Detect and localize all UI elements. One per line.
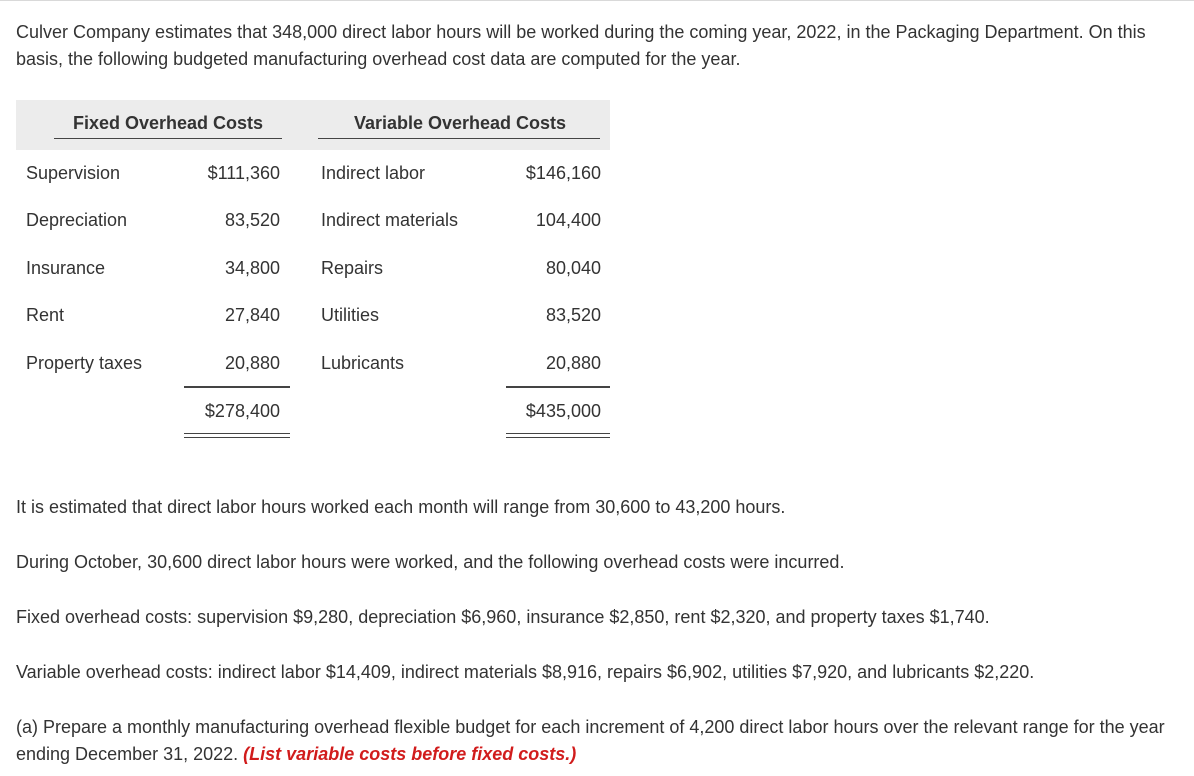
- fixed-header-underline: [54, 138, 282, 139]
- variable-label-indirect-labor: Indirect labor: [321, 163, 426, 183]
- overhead-cost-table: [16, 100, 610, 450]
- fixed-total: $278,400: [204, 401, 280, 421]
- fixed-incurred-paragraph: Fixed overhead costs: supervision $9,280, depreciation $6,960, insurance $2,850, rent $2,320, and property taxes $1,740.: [16, 607, 990, 627]
- part-a-instruction: (List variable costs before fixed costs.): [243, 744, 577, 764]
- variable-incurred-paragraph: Variable overhead costs: indirect labor $14,409, indirect materials $8,916, repairs $6,902, utilities $7,920, and lubricants $2,220.: [16, 662, 1035, 682]
- variable-header-underline: [318, 138, 600, 139]
- variable-label-utilities: Utilities: [321, 305, 380, 325]
- variable-subtotal-underline: [506, 386, 610, 388]
- fixed-total-double-underline: [184, 433, 290, 438]
- fixed-label-rent: Rent: [26, 305, 65, 325]
- range-paragraph: It is estimated that direct labor hours worked each month will range from 30,600 to 43,200 hours.: [16, 497, 786, 517]
- variable-label-indirect-materials: Indirect materials: [321, 210, 459, 230]
- fixed-label-insurance: Insurance: [26, 258, 106, 278]
- variable-label-repairs: Repairs: [321, 258, 384, 278]
- fixed-label-property-taxes: Property taxes: [26, 353, 143, 373]
- part-a-text: (a) Prepare a monthly manufacturing overhead flexible budget for each increment of 4,200 direct labor hours over the relevant range for the year ending December 31, 2022.: [16, 717, 1165, 764]
- variable-value-repairs: 80,040: [545, 258, 601, 278]
- october-paragraph: During October, 30,600 direct labor hours were worked, and the following overhead costs were incurred.: [16, 552, 845, 572]
- variable-total-double-underline: [506, 433, 610, 438]
- variable-total: $435,000: [525, 401, 601, 421]
- fixed-value-rent: 27,840: [224, 305, 280, 325]
- variable-value-utilities: 83,520: [545, 305, 601, 325]
- fixed-value-insurance: 34,800: [224, 258, 280, 278]
- intro-paragraph: Culver Company estimates that 348,000 direct labor hours will be worked during the coming year, 2022, in the Packaging Department. On this basis, the following budgeted manufacturing overhead cost data are computed for the year.: [16, 22, 1146, 69]
- fixed-label-depreciation: Depreciation: [26, 210, 128, 230]
- fixed-subtotal-underline: [184, 386, 290, 388]
- fixed-overhead-header: Fixed Overhead Costs: [72, 113, 264, 133]
- variable-overhead-header: Variable Overhead Costs: [353, 113, 567, 133]
- fixed-value-depreciation: 83,520: [224, 210, 280, 230]
- fixed-value-property-taxes: 20,880: [224, 353, 280, 373]
- top-divider: [0, 0, 1194, 1]
- variable-label-lubricants: Lubricants: [321, 353, 405, 373]
- fixed-value-supervision: $111,360: [207, 163, 280, 183]
- part-a-question: [16, 714, 1176, 768]
- variable-value-indirect-materials: 104,400: [535, 210, 601, 230]
- variable-value-indirect-labor: $146,160: [525, 163, 601, 183]
- variable-value-lubricants: 20,880: [545, 353, 601, 373]
- fixed-label-supervision: Supervision: [26, 163, 121, 183]
